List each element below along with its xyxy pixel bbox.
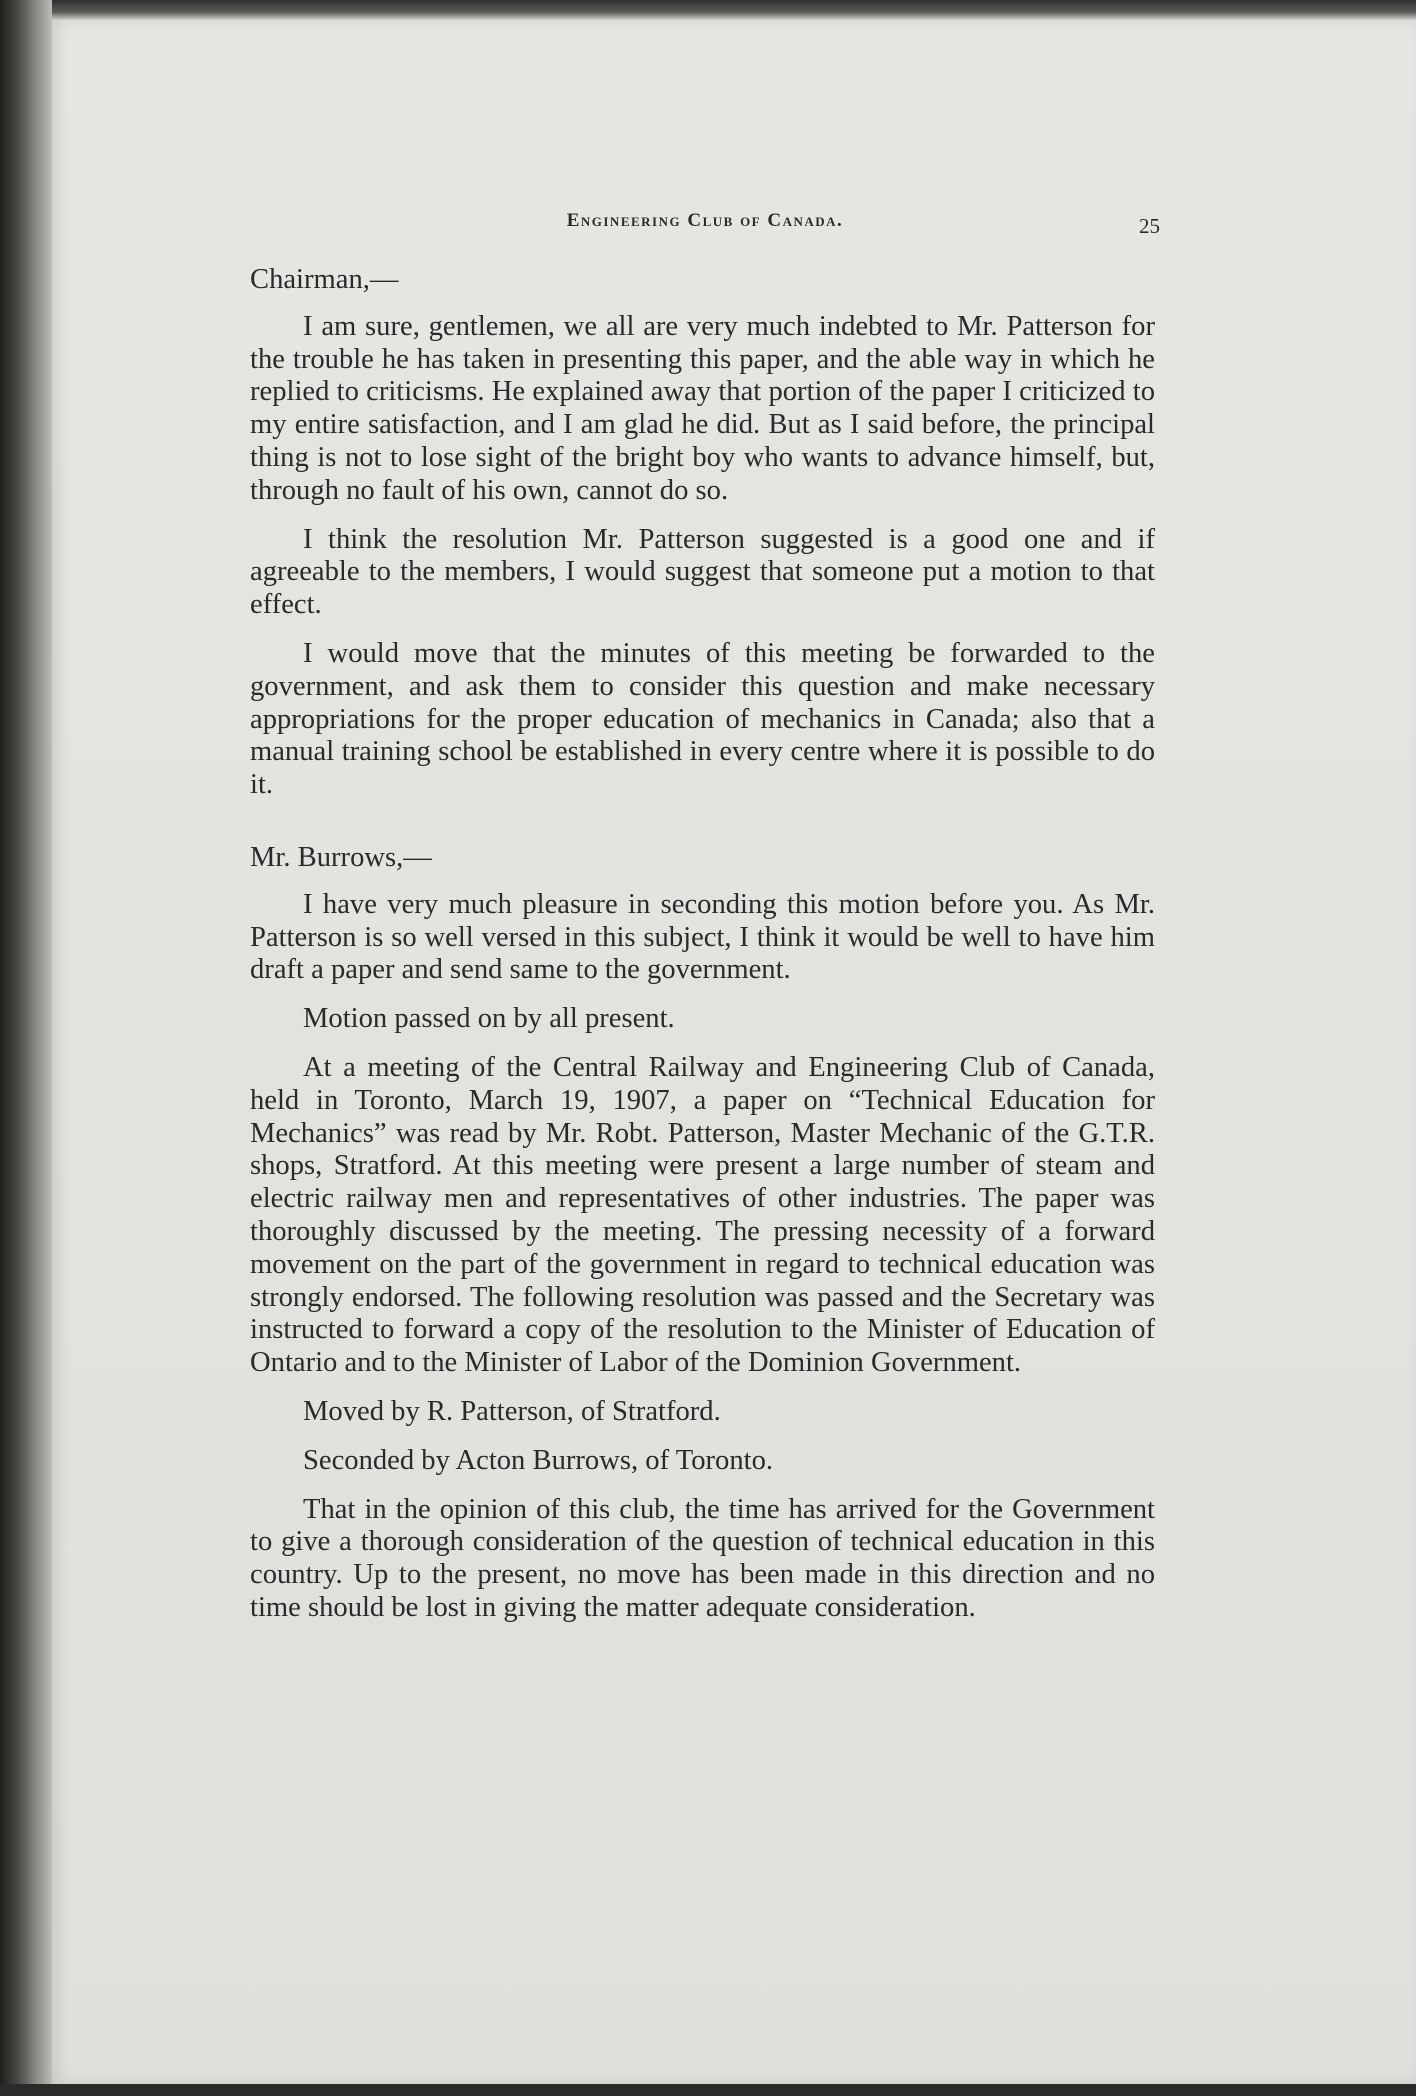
spacer (250, 1429, 1155, 1445)
paragraph-seconded-by: Seconded by Acton Burrows, of Toronto. (303, 1444, 774, 1476)
running-title: Engineering Club of Canada. (566, 210, 844, 231)
paragraph-meeting-report: At a meeting of the Central Railway and Engineering Club of Canada, held in Toronto, March 19, 1907, a paper on “Technical Education for Mechanics” was read by Mr. Robt. Patterson, Master Mechanic of the G.T.R. shops, Stratford. At this meeting were present a large number of steam and electric railway men and representatives of other industries. The paper was thoroughly discussed by the meeting. The pressing necessity of a forward movement on the part of the government in regard to technical education was strongly endorsed. The following resolution was passed and the Secretary was instructed to forward a copy of the resolution to the Minister of Education of Ontario and to the Minister of Labor of the Dominion Government. (250, 1051, 1155, 1379)
page-body (250, 264, 1155, 1625)
paragraph-moved-by: Moved by R. Patterson, of Stratford. (303, 1395, 721, 1427)
paragraph-resolution-suggestion: I think the resolution Mr. Patterson suggested is a good one and if agreeable to the members, I would suggest that someone put a motion to that effect. (250, 523, 1155, 621)
spacer (250, 1380, 1155, 1396)
spacer (250, 987, 1155, 1003)
paragraph-motion-passed: Motion passed on by all present. (303, 1003, 675, 1035)
spacer (250, 508, 1155, 524)
spacer (250, 875, 1155, 889)
page-number: 25 (1139, 214, 1160, 238)
paragraph-resolution-text: That in the opinion of this club, the time has arrived for the Government to give a thorough consideration of the question of technical education in this country. Up to the present, no move has been made in this direction and no time should be lost in giving the matter adequate consideration. (250, 1493, 1155, 1623)
spacer (250, 1036, 1155, 1052)
spacer (250, 1478, 1155, 1494)
spacer (250, 802, 1155, 842)
spacer (250, 297, 1155, 311)
speaker-label-burrows: Mr. Burrows,— (250, 841, 432, 873)
paragraph-motion: I would move that the minutes of this meeting be forwarded to the government, and ask them to consider this question and make necessary appropriations for the proper education of mechanics in Canada; also that a manual training school be established in every centre where it is possible to do it. (250, 637, 1155, 801)
paragraph-seconding: I have very much pleasure in seconding this motion before you. As Mr. Patterson is so well versed in this subject, I think it would be well to have him draft a paper and send same to the government. (250, 888, 1155, 986)
paragraph-chairman-thanks: I am sure, gentlemen, we all are very much indebted to Mr. Patterson for the trouble he has taken in presenting this paper, and the able way in which he replied to criticisms. He explained away that portion of the paper I criticized to my entire satisfaction, and I am glad he did. But as I said before, the principal thing is not to lose sight of the bright boy who wants to advance himself, but, through no fault of his own, cannot do so. (250, 310, 1155, 506)
page-header (250, 210, 1160, 250)
speaker-label-chairman: Chairman,— (250, 264, 399, 295)
spacer (250, 622, 1155, 638)
